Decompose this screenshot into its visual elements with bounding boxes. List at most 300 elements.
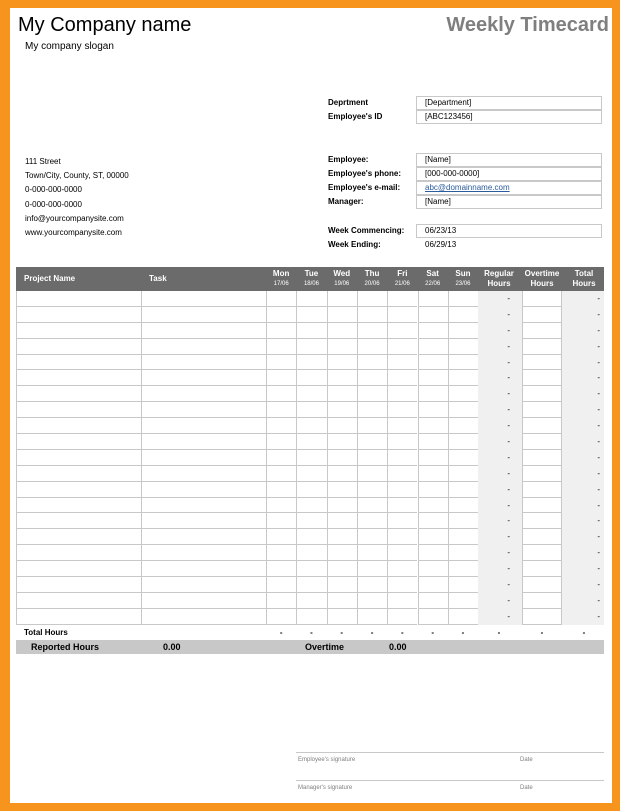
day-hours-cell[interactable] [327,323,357,339]
task-cell[interactable] [141,418,266,434]
day-hours-cell[interactable] [266,434,296,450]
overtime-hours-cell[interactable] [522,466,562,482]
day-hours-cell[interactable] [418,545,448,561]
project-cell[interactable] [16,609,141,625]
overtime-hours-cell[interactable] [522,386,562,402]
day-hours-cell[interactable] [327,482,357,498]
overtime-hours-cell[interactable] [522,529,562,545]
overtime-hours-cell[interactable] [522,307,562,323]
day-hours-cell[interactable] [418,609,448,625]
project-cell[interactable] [16,529,141,545]
day-hours-cell[interactable] [327,307,357,323]
header-day-name: Mon [272,269,290,278]
day-hours-cell[interactable] [387,323,417,339]
day-hours-cell[interactable] [387,434,417,450]
day-hours-cell[interactable] [327,355,357,371]
table-row [16,513,604,529]
day-hours-cell[interactable] [418,450,448,466]
day-hours-cell[interactable] [418,402,448,418]
total-hours-cell: - [564,307,604,323]
day-hours-cell[interactable] [266,386,296,402]
day-hours-cell[interactable] [357,339,387,355]
day-hours-cell[interactable] [296,545,326,561]
day-hours-cell[interactable] [296,466,326,482]
day-hours-cell[interactable] [296,434,326,450]
day-hours-cell[interactable] [387,593,417,609]
project-cell[interactable] [16,545,141,561]
overtime-hours-cell[interactable] [522,450,562,466]
overtime-column-bg [520,498,564,514]
project-cell[interactable] [16,307,141,323]
day-hours-cell[interactable] [448,561,478,577]
regular-hours-cell: - [478,355,520,371]
day-hours-cell[interactable] [418,593,448,609]
day-hours-cell[interactable] [357,545,387,561]
task-cell[interactable] [141,561,266,577]
week-ending-label: Week Ending: [328,240,381,249]
header-regular-hours [478,267,520,291]
total-hours-cell: - [564,434,604,450]
day-hours-cell[interactable] [448,418,478,434]
day-hours-cell[interactable] [387,450,417,466]
day-hours-cell[interactable] [418,434,448,450]
day-hours-cell[interactable] [296,450,326,466]
address-phone-2: 0-000-000-0000 [25,199,82,209]
table-row [16,450,604,466]
day-hours-cell[interactable] [296,386,326,402]
project-cell[interactable] [16,577,141,593]
table-row [16,355,604,371]
day-hours-cell[interactable] [266,291,296,307]
table-row [16,482,604,498]
day-hours-cell[interactable] [448,482,478,498]
table-row [16,307,604,323]
department-field[interactable]: [Department] [416,96,602,110]
table-row [16,545,604,561]
day-hours-cell[interactable] [448,498,478,514]
task-cell[interactable] [141,402,266,418]
day-hours-cell[interactable] [357,355,387,371]
overtime-hours-cell[interactable] [522,513,562,529]
header-day-date: 22/06 [425,281,441,287]
day-hours-cell[interactable] [448,307,478,323]
day-hours-cell[interactable] [387,609,417,625]
project-cell[interactable] [16,418,141,434]
week-commencing-field[interactable]: 06/23/13 [416,224,602,238]
overtime-column-bg [520,339,564,355]
project-cell[interactable] [16,561,141,577]
day-hours-cell[interactable] [327,593,357,609]
regular-hours-cell: - [478,339,520,355]
day-hours-cell[interactable] [448,450,478,466]
day-hours-cell[interactable] [327,370,357,386]
project-cell[interactable] [16,434,141,450]
day-hours-cell[interactable] [448,513,478,529]
day-hours-cell[interactable] [387,498,417,514]
day-hours-cell[interactable] [357,402,387,418]
day-hours-cell[interactable] [327,339,357,355]
day-hours-cell[interactable] [418,307,448,323]
total-value: - [540,627,544,637]
day-hours-cell[interactable] [327,386,357,402]
email-label: Employee's e-mail: [328,183,401,192]
table-row [16,434,604,450]
day-hours-cell[interactable] [387,418,417,434]
overtime-hours-cell[interactable] [522,339,562,355]
day-hours-cell[interactable] [357,561,387,577]
regular-hours-cell: - [478,577,520,593]
day-hours-cell[interactable] [387,355,417,371]
company-slogan: My company slogan [25,41,114,52]
total-hours-cell: - [564,402,604,418]
overtime-hours-cell[interactable] [522,291,562,307]
overtime-hours-cell[interactable] [522,609,562,625]
day-hours-cell[interactable] [387,307,417,323]
overtime-column-bg [520,466,564,482]
table-row [16,386,604,402]
overtime-column-bg [520,450,564,466]
overtime-column-bg [520,370,564,386]
task-cell[interactable] [141,434,266,450]
day-hours-cell[interactable] [266,498,296,514]
overtime-hours-cell[interactable] [522,593,562,609]
day-hours-cell[interactable] [357,513,387,529]
day-hours-cell[interactable] [357,482,387,498]
project-cell[interactable] [16,386,141,402]
task-cell[interactable] [141,513,266,529]
task-cell[interactable] [141,291,266,307]
overtime-hours-cell[interactable] [522,355,562,371]
day-hours-cell[interactable] [357,450,387,466]
day-hours-cell[interactable] [418,323,448,339]
total-hours-cell: - [564,450,604,466]
day-hours-cell[interactable] [266,593,296,609]
header-total-hours [564,267,604,291]
overtime-hours-cell[interactable] [522,482,562,498]
day-hours-cell[interactable] [266,402,296,418]
project-cell[interactable] [16,593,141,609]
task-cell[interactable] [141,386,266,402]
project-cell[interactable] [16,402,141,418]
header-day-2 [327,267,357,291]
day-hours-cell[interactable] [266,577,296,593]
day-hours-cell[interactable] [418,339,448,355]
day-hours-cell[interactable] [327,609,357,625]
day-hours-cell[interactable] [448,323,478,339]
manager-field[interactable]: [Name] [416,195,602,209]
regular-hours-cell: - [478,609,520,625]
day-hours-cell[interactable] [448,370,478,386]
day-hours-cell[interactable] [387,370,417,386]
task-cell[interactable] [141,307,266,323]
day-hours-cell[interactable] [387,513,417,529]
day-hours-cell[interactable] [357,466,387,482]
day-hours-cell[interactable] [296,418,326,434]
address-phone-1: 0-000-000-0000 [25,185,82,195]
task-cell[interactable] [141,498,266,514]
day-hours-cell[interactable] [448,339,478,355]
overtime-hours-cell[interactable] [522,370,562,386]
address-website: www.yourcompanysite.com [25,227,122,237]
email-link[interactable]: abc@domainname.com [425,183,510,192]
day-hours-cell[interactable] [327,402,357,418]
day-hours-cell[interactable] [266,545,296,561]
task-cell[interactable] [141,450,266,466]
day-hours-cell[interactable] [266,418,296,434]
header-day-0 [266,267,296,291]
overtime-column-bg [520,529,564,545]
day-hours-cell[interactable] [296,593,326,609]
day-hours-cell[interactable] [296,370,326,386]
overtime-hours-cell[interactable] [522,418,562,434]
task-cell[interactable] [141,482,266,498]
day-hours-cell[interactable] [418,482,448,498]
day-hours-cell[interactable] [357,609,387,625]
day-hours-cell[interactable] [296,498,326,514]
regular-hours-cell: - [478,545,520,561]
day-hours-cell[interactable] [387,291,417,307]
day-hours-cell[interactable] [418,529,448,545]
day-hours-cell[interactable] [387,561,417,577]
project-cell[interactable] [16,482,141,498]
overtime-column-bg [520,386,564,402]
total-hours-cell: - [564,466,604,482]
day-hours-cell[interactable] [266,466,296,482]
overtime-column-bg [520,545,564,561]
overtime-hours-cell[interactable] [522,498,562,514]
task-cell[interactable] [141,609,266,625]
task-cell[interactable] [141,339,266,355]
total-hours-cell: - [564,355,604,371]
day-hours-cell[interactable] [418,513,448,529]
project-cell[interactable] [16,355,141,371]
day-hours-cell[interactable] [296,577,326,593]
day-hours-cell[interactable] [327,466,357,482]
day-hours-cell[interactable] [266,355,296,371]
overtime-column-bg [520,323,564,339]
day-hours-cell[interactable] [357,291,387,307]
employee-id-field[interactable]: [ABC123456] [416,110,602,124]
day-hours-cell[interactable] [296,323,326,339]
project-cell[interactable] [16,513,141,529]
email-field[interactable] [416,181,602,195]
day-hours-cell[interactable] [418,561,448,577]
header-day-name: Fri [397,269,408,278]
day-hours-cell[interactable] [387,577,417,593]
employee-field[interactable]: [Name] [416,153,602,167]
day-hours-cell[interactable] [418,370,448,386]
overtime-column-bg [520,609,564,625]
project-cell[interactable] [16,498,141,514]
day-hours-cell[interactable] [296,355,326,371]
day-hours-cell[interactable] [418,418,448,434]
day-hours-cell[interactable] [296,291,326,307]
day-hours-cell[interactable] [387,339,417,355]
day-hours-cell[interactable] [387,386,417,402]
day-hours-cell[interactable] [448,593,478,609]
overtime-hours-cell[interactable] [522,434,562,450]
project-cell[interactable] [16,291,141,307]
project-cell[interactable] [16,450,141,466]
day-hours-cell[interactable] [266,513,296,529]
day-hours-cell[interactable] [357,577,387,593]
day-hours-cell[interactable] [357,418,387,434]
header-regular-line2: Hours [487,279,511,288]
project-cell[interactable] [16,370,141,386]
day-hours-cell[interactable] [327,434,357,450]
overtime-column-bg [520,418,564,434]
total-hours-cell: - [564,370,604,386]
day-hours-cell[interactable] [327,418,357,434]
day-hours-cell[interactable] [266,307,296,323]
overtime-column-bg [520,355,564,371]
overtime-column-bg [520,291,564,307]
header-day-date: 18/06 [303,281,319,287]
task-cell[interactable] [141,355,266,371]
regular-hours-cell: - [478,418,520,434]
day-hours-cell[interactable] [296,307,326,323]
day-hours-cell[interactable] [266,339,296,355]
day-hours-cell[interactable] [387,402,417,418]
header-regular-line1: Regular [484,269,514,278]
day-hours-cell[interactable] [266,450,296,466]
header-day-date: 23/06 [455,281,471,287]
day-hours-cell[interactable] [448,402,478,418]
day-hours-cell[interactable] [296,561,326,577]
week-ending-field: 06/29/13 [425,240,457,249]
overtime-hours-cell[interactable] [522,402,562,418]
phone-field[interactable]: [000-000-0000] [416,167,602,181]
day-hours-cell[interactable] [448,466,478,482]
regular-hours-cell: - [478,466,520,482]
day-hours-cell[interactable] [296,513,326,529]
day-hours-cell[interactable] [296,482,326,498]
total-value: - [340,627,344,637]
day-hours-cell[interactable] [327,529,357,545]
day-hours-cell[interactable] [448,434,478,450]
day-hours-cell[interactable] [327,450,357,466]
day-hours-cell[interactable] [266,370,296,386]
day-hours-cell[interactable] [448,545,478,561]
overtime-hours-cell[interactable] [522,323,562,339]
task-cell[interactable] [141,529,266,545]
project-cell[interactable] [16,466,141,482]
task-cell[interactable] [141,545,266,561]
day-hours-cell[interactable] [296,402,326,418]
overtime-column-bg [520,513,564,529]
employee-signature-line[interactable] [296,752,604,753]
project-cell[interactable] [16,323,141,339]
day-hours-cell[interactable] [357,307,387,323]
total-value: - [401,627,404,637]
header-task: Task [149,274,167,283]
day-hours-cell[interactable] [448,529,478,545]
task-cell[interactable] [141,323,266,339]
overtime-hours-cell[interactable] [522,577,562,593]
day-hours-cell[interactable] [327,513,357,529]
overtime-column-bg [520,577,564,593]
summary-bar [16,640,604,654]
day-hours-cell[interactable] [327,577,357,593]
day-hours-cell[interactable] [357,370,387,386]
day-hours-cell[interactable] [387,466,417,482]
total-hours-cell: - [564,593,604,609]
day-hours-cell[interactable] [418,577,448,593]
table-row [16,466,604,482]
day-hours-cell[interactable] [387,545,417,561]
overtime-hours-cell[interactable] [522,545,562,561]
manager-signature-line[interactable] [296,780,604,781]
manager-signature-label: Manager's signature [298,785,353,791]
day-hours-cell[interactable] [448,609,478,625]
day-hours-cell[interactable] [357,529,387,545]
header-day-date: 19/06 [334,281,350,287]
day-hours-cell[interactable] [357,323,387,339]
regular-hours-cell: - [478,450,520,466]
day-hours-cell[interactable] [418,291,448,307]
employee-id-label: Employee's ID [328,112,383,121]
project-cell[interactable] [16,339,141,355]
day-hours-cell[interactable] [387,529,417,545]
day-hours-cell[interactable] [327,291,357,307]
task-cell[interactable] [141,466,266,482]
address-street: 111 Street [25,157,61,166]
day-hours-cell[interactable] [387,482,417,498]
day-hours-cell[interactable] [296,529,326,545]
day-hours-cell[interactable] [448,355,478,371]
phone-label: Employee's phone: [328,169,402,178]
timecard-sheet [10,8,612,803]
day-hours-cell[interactable] [266,482,296,498]
day-hours-cell[interactable] [266,529,296,545]
document-title: Weekly Timecard [446,14,609,36]
day-hours-cell[interactable] [448,386,478,402]
day-hours-cell[interactable] [266,323,296,339]
day-hours-cell[interactable] [357,593,387,609]
task-cell[interactable] [141,593,266,609]
day-hours-cell[interactable] [418,466,448,482]
regular-hours-cell: - [478,323,520,339]
total-hours-cell: - [564,418,604,434]
table-row [16,609,604,625]
regular-hours-cell: - [478,561,520,577]
day-hours-cell[interactable] [448,291,478,307]
day-hours-cell[interactable] [327,498,357,514]
day-hours-cell[interactable] [296,339,326,355]
day-hours-cell[interactable] [296,609,326,625]
day-hours-cell[interactable] [418,355,448,371]
day-hours-cell[interactable] [418,498,448,514]
day-hours-cell[interactable] [418,386,448,402]
day-hours-cell[interactable] [357,434,387,450]
day-hours-cell[interactable] [357,386,387,402]
regular-hours-cell: - [478,593,520,609]
day-hours-cell[interactable] [266,561,296,577]
day-hours-cell[interactable] [357,498,387,514]
table-row [16,402,604,418]
overtime-hours-cell[interactable] [522,561,562,577]
day-hours-cell[interactable] [327,545,357,561]
header-total-line2: Hours [572,279,596,288]
day-hours-cell[interactable] [448,577,478,593]
day-hours-cell[interactable] [327,561,357,577]
task-cell[interactable] [141,577,266,593]
task-cell[interactable] [141,370,266,386]
day-hours-cell[interactable] [266,609,296,625]
regular-hours-cell: - [478,402,520,418]
header-day-name: Thu [364,269,380,278]
overtime-column-bg [520,593,564,609]
